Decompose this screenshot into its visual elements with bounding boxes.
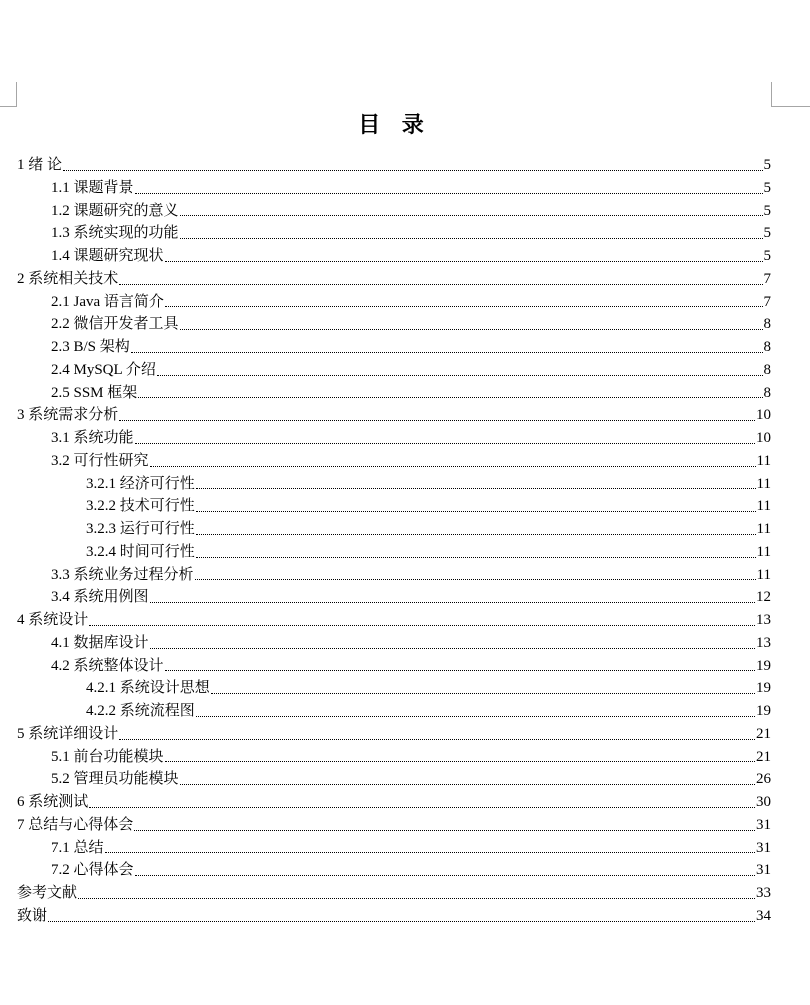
toc-entry-label: 参考文献 [17,885,78,901]
toc-entry-label: 4.2 系统整体设计 [51,657,164,674]
toc-entry-label: 5.1 前台功能模块 [51,748,164,765]
toc-dot-leader [165,669,755,671]
toc-entry[interactable] [17,245,771,268]
toc-entry-page-number: 11 [756,452,771,469]
toc-entry-page-number: 10 [756,407,771,424]
toc-dot-leader [165,260,763,262]
toc-dot-leader [211,692,755,694]
toc-entry[interactable] [17,586,771,609]
toc-title: 目 录 [358,112,432,137]
toc-entry[interactable] [17,814,771,837]
toc-dot-leader [135,874,755,876]
toc-entry[interactable] [17,859,771,882]
toc-entry-page-number: 8 [763,339,771,355]
toc-entry-page-number: 13 [756,612,771,628]
toc-entry-page-number: 10 [756,430,771,446]
toc-dot-leader [196,533,756,535]
toc-entry[interactable] [17,518,771,541]
toc-entry-page-number: 31 [756,816,771,833]
toc-entry-label: 1.2 课题研究的意义 [51,202,179,219]
toc-entry[interactable] [17,154,771,177]
toc-entry-page-number: 5 [763,202,771,219]
toc-entry-label: 2.3 B/S 架构 [51,339,130,355]
toc-dot-leader [180,214,763,216]
toc-entry-label: 3.2 可行性研究 [51,452,149,469]
toc-entry-page-number: 5 [763,179,771,196]
toc-entry-page-number: 19 [756,657,771,674]
toc-entry[interactable] [17,632,771,655]
toc-entry-label: 1.3 系统实现的功能 [51,225,179,242]
toc-dot-leader [157,374,763,376]
toc-entry-page-number: 11 [756,566,771,583]
toc-entry[interactable] [17,450,771,473]
toc-entry-label: 4.2.2 系统流程图 [86,703,195,719]
toc-entry[interactable] [17,313,771,336]
toc-entry[interactable] [17,609,771,632]
toc-dot-leader [150,465,756,467]
toc-dot-leader [180,328,763,330]
toc-dot-leader [89,806,755,808]
toc-entry-page-number: 5 [763,225,771,242]
toc-entry-label: 1 绪 论 [17,157,63,173]
toc-dot-leader [78,897,755,899]
toc-dot-leader [180,783,755,785]
toc-dot-leader [195,578,756,580]
toc-entry-label: 3.2.2 技术可行性 [86,498,195,515]
toc-entry[interactable] [17,382,771,405]
toc-entry-label: 致谢 [17,907,48,924]
toc-entry[interactable] [17,837,771,860]
toc-entry-page-number: 34 [756,907,771,924]
toc-entry-label: 1.4 课题研究现状 [51,248,164,264]
toc-dot-leader [119,283,762,285]
toc-dot-leader [138,396,762,398]
toc-dot-leader [196,510,756,512]
toc-entry-label: 3.4 系统用例图 [51,589,149,606]
toc-entry-label: 2.1 Java 语言简介 [51,293,164,310]
toc-entry[interactable] [17,768,771,791]
toc-dot-leader [131,351,763,353]
toc-entry-label: 3.1 系统功能 [51,430,134,446]
toc-entry-label: 1.1 课题背景 [51,179,134,196]
toc-entry-label: 2.4 MySQL 介绍 [51,361,156,378]
toc-entry-page-number: 19 [756,680,771,697]
page-corner-mark-right [771,82,810,107]
toc-entry[interactable] [17,541,771,564]
toc-dot-leader [196,556,756,558]
toc-dot-leader [180,237,763,239]
toc-entry[interactable] [17,177,771,200]
toc-entry-page-number: 13 [756,634,771,651]
toc-entry[interactable] [17,677,771,700]
toc-entry[interactable] [17,882,771,905]
toc-entry-page-number: 11 [756,475,771,492]
toc-entry-label: 7 总结与心得体会 [17,816,134,833]
toc-entry[interactable] [17,905,771,928]
toc-dot-leader [105,851,755,853]
toc-entry[interactable] [17,495,771,518]
toc-entry[interactable] [17,404,771,427]
toc-entry-label: 6 系统测试 [17,794,89,810]
toc-entry[interactable] [17,427,771,450]
toc-entry-page-number: 11 [756,543,771,560]
toc-entry-label: 5 系统详细设计 [17,725,119,742]
toc-entry-label: 5.2 管理员功能模块 [51,771,179,788]
toc-entry[interactable] [17,700,771,723]
toc-dot-leader [48,920,755,922]
toc-entry-page-number: 33 [756,885,771,901]
toc-entry-page-number: 8 [763,361,771,378]
toc-entry-label: 7.2 心得体会 [51,862,134,879]
toc-dot-leader [135,442,755,444]
toc-entry-label: 7.1 总结 [51,839,104,856]
toc-entry[interactable] [17,473,771,496]
toc-dot-leader [150,647,755,649]
toc-entry-label: 4 系统设计 [17,612,89,628]
toc-entry-label: 2 系统相关技术 [17,270,119,287]
toc-entry-label: 3.2.1 经济可行性 [86,475,195,492]
toc-entry[interactable] [17,746,771,769]
toc-entry[interactable] [17,359,771,382]
toc-dot-leader [89,624,755,626]
toc-entry-label: 3.3 系统业务过程分析 [51,566,194,583]
toc-entry[interactable] [17,655,771,678]
toc-entry[interactable] [17,200,771,223]
toc-entry-page-number: 5 [763,248,771,264]
toc-entry[interactable] [17,723,771,746]
toc-entry-page-number: 31 [756,862,771,879]
toc-entry[interactable] [17,564,771,587]
toc-dot-leader [196,487,756,489]
toc-entry-page-number: 30 [756,794,771,810]
toc-entry-page-number: 11 [756,498,771,515]
toc-entry[interactable] [17,336,771,359]
toc-entry-page-number: 31 [756,839,771,856]
toc-entry-page-number: 11 [756,521,771,537]
toc-dot-leader [196,715,755,717]
toc-entry-page-number: 8 [763,384,771,401]
toc-entry-label: 4.2.1 系统设计思想 [86,680,210,697]
toc-entry[interactable] [17,791,771,814]
toc-dot-leader [135,192,763,194]
toc-entry[interactable] [17,268,771,291]
toc-dot-leader [119,419,755,421]
toc-entry-label: 2.2 微信开发者工具 [51,316,179,333]
toc-dot-leader [165,305,763,307]
toc-entry-label: 3 系统需求分析 [17,407,119,424]
toc-entry-page-number: 26 [756,771,771,788]
toc-entry-page-number: 21 [756,748,771,765]
toc-dot-leader [150,601,755,603]
toc-entry-page-number: 8 [763,316,771,333]
toc-dot-leader [165,760,755,762]
toc-entry-label: 3.2.4 时间可行性 [86,543,195,560]
toc-entry-label: 2.5 SSM 框架 [51,384,138,401]
toc-entry-label: 4.1 数据库设计 [51,634,149,651]
toc-dot-leader [134,829,755,831]
page-corner-mark-left [0,82,17,107]
toc-entry[interactable] [17,291,771,314]
toc-entry-page-number: 7 [763,293,771,310]
toc-entry-page-number: 21 [756,725,771,742]
toc-entry-page-number: 12 [756,589,771,606]
toc-entry-page-number: 19 [756,703,771,719]
toc-entry-page-number: 7 [763,270,771,287]
toc-entry-label: 3.2.3 运行可行性 [86,521,195,537]
toc-dot-leader [119,738,755,740]
toc-entry[interactable] [17,222,771,245]
toc-dot-leader [63,169,762,171]
table-of-contents [17,154,771,928]
toc-entry-page-number: 5 [763,157,771,173]
